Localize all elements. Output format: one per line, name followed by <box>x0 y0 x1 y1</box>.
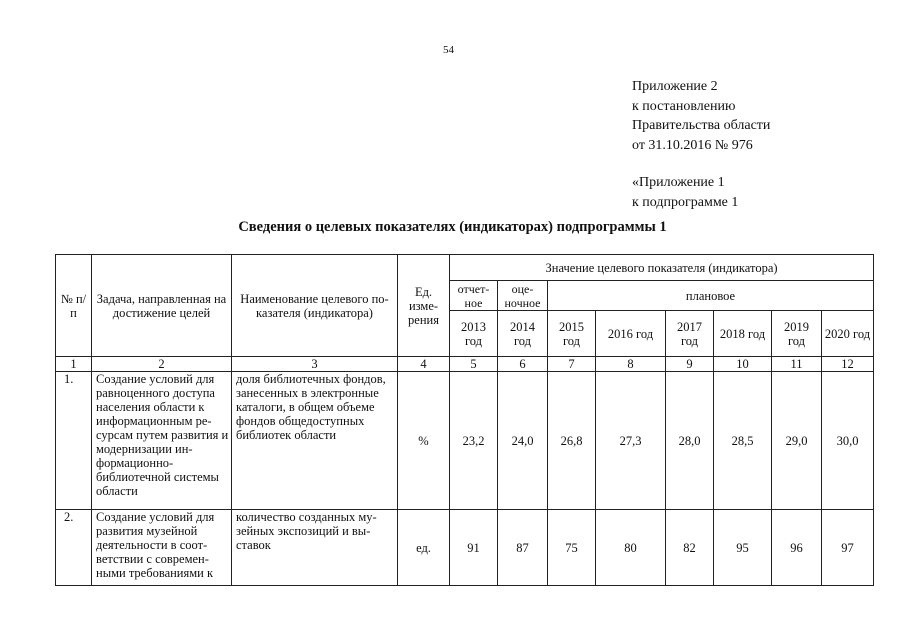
row-num: 1. <box>56 372 92 510</box>
row-value: 28,5 <box>714 372 772 510</box>
header-estimated: оце-ночное <box>498 281 548 311</box>
row-value: 30,0 <box>822 372 874 510</box>
row-indicator: количество созданных му-зейных экспозиций и вы-ставок <box>232 510 398 586</box>
header-task: Задача, направленная на достижение целей <box>92 255 232 357</box>
header-num: № п/п <box>56 255 92 357</box>
header-year: 2019 год <box>772 311 822 357</box>
table-row <box>56 510 874 586</box>
row-num: 2. <box>56 510 92 586</box>
column-number: 8 <box>596 357 666 372</box>
row-value: 26,8 <box>548 372 596 510</box>
row-value: 23,2 <box>450 372 498 510</box>
row-unit: ед. <box>398 510 450 586</box>
row-value: 95 <box>714 510 772 586</box>
row-value: 96 <box>772 510 822 586</box>
row-value: 87 <box>498 510 548 586</box>
row-value: 75 <box>548 510 596 586</box>
header-value-group: Значение целевого показателя (индикатора) <box>450 255 874 281</box>
column-number: 3 <box>232 357 398 372</box>
subappendix-line: к подпрограмме 1 <box>632 194 739 210</box>
document-title: Сведения о целевых показателях (индикаторах) подпрограммы 1 <box>238 219 667 235</box>
header-year: 2016 год <box>596 311 666 357</box>
column-number: 9 <box>666 357 714 372</box>
row-value: 24,0 <box>498 372 548 510</box>
row-value: 27,3 <box>596 372 666 510</box>
column-number: 10 <box>714 357 772 372</box>
row-value: 82 <box>666 510 714 586</box>
row-value: 28,0 <box>666 372 714 510</box>
header-year: 2020 год <box>822 311 874 357</box>
row-task: Создание условий для равноценного доступа населения области к информационным ре-сурсам путем развития и модернизации ин-формационно-библиотечной системы области <box>92 372 232 510</box>
column-number: 12 <box>822 357 874 372</box>
header-year: 2018 год <box>714 311 772 357</box>
header-year: 2017 год <box>666 311 714 357</box>
column-number: 2 <box>92 357 232 372</box>
header-planned: плановое <box>548 281 874 311</box>
header-reported: отчет-ное <box>450 281 498 311</box>
appendix-line: к постановлению <box>632 98 736 114</box>
header-year: 2013 год <box>450 311 498 357</box>
header-unit: Ед. изме-рения <box>398 255 450 357</box>
page-number: 54 <box>443 44 454 56</box>
appendix-line: Правительства области <box>632 118 771 133</box>
appendix-line: Приложение 2 <box>632 79 718 94</box>
column-number: 5 <box>450 357 498 372</box>
row-task: Создание условий для развития музейной деятельности в соот-ветствии с современ-ными требованиями к <box>92 510 232 586</box>
column-number: 6 <box>498 357 548 372</box>
row-unit: % <box>398 372 450 510</box>
row-value: 80 <box>596 510 666 586</box>
column-number: 11 <box>772 357 822 372</box>
header-indicator: Наименование целевого по-казателя (индикатора) <box>232 255 398 357</box>
row-value: 97 <box>822 510 874 586</box>
header-year: 2014 год <box>498 311 548 357</box>
column-number: 1 <box>56 357 92 372</box>
indicators-table <box>55 254 874 586</box>
subappendix-line: «Приложение 1 <box>632 175 725 190</box>
column-number: 7 <box>548 357 596 372</box>
row-indicator: доля библиотечных фондов, занесенных в электронные каталоги, в общем объеме фондов общедоступных библиотек области <box>232 372 398 510</box>
table-row <box>56 372 874 510</box>
row-value: 29,0 <box>772 372 822 510</box>
row-value: 91 <box>450 510 498 586</box>
appendix-block <box>632 77 770 212</box>
appendix-line: от 31.10.2016 № 976 <box>632 137 753 153</box>
column-number: 4 <box>398 357 450 372</box>
header-year: 2015 год <box>548 311 596 357</box>
